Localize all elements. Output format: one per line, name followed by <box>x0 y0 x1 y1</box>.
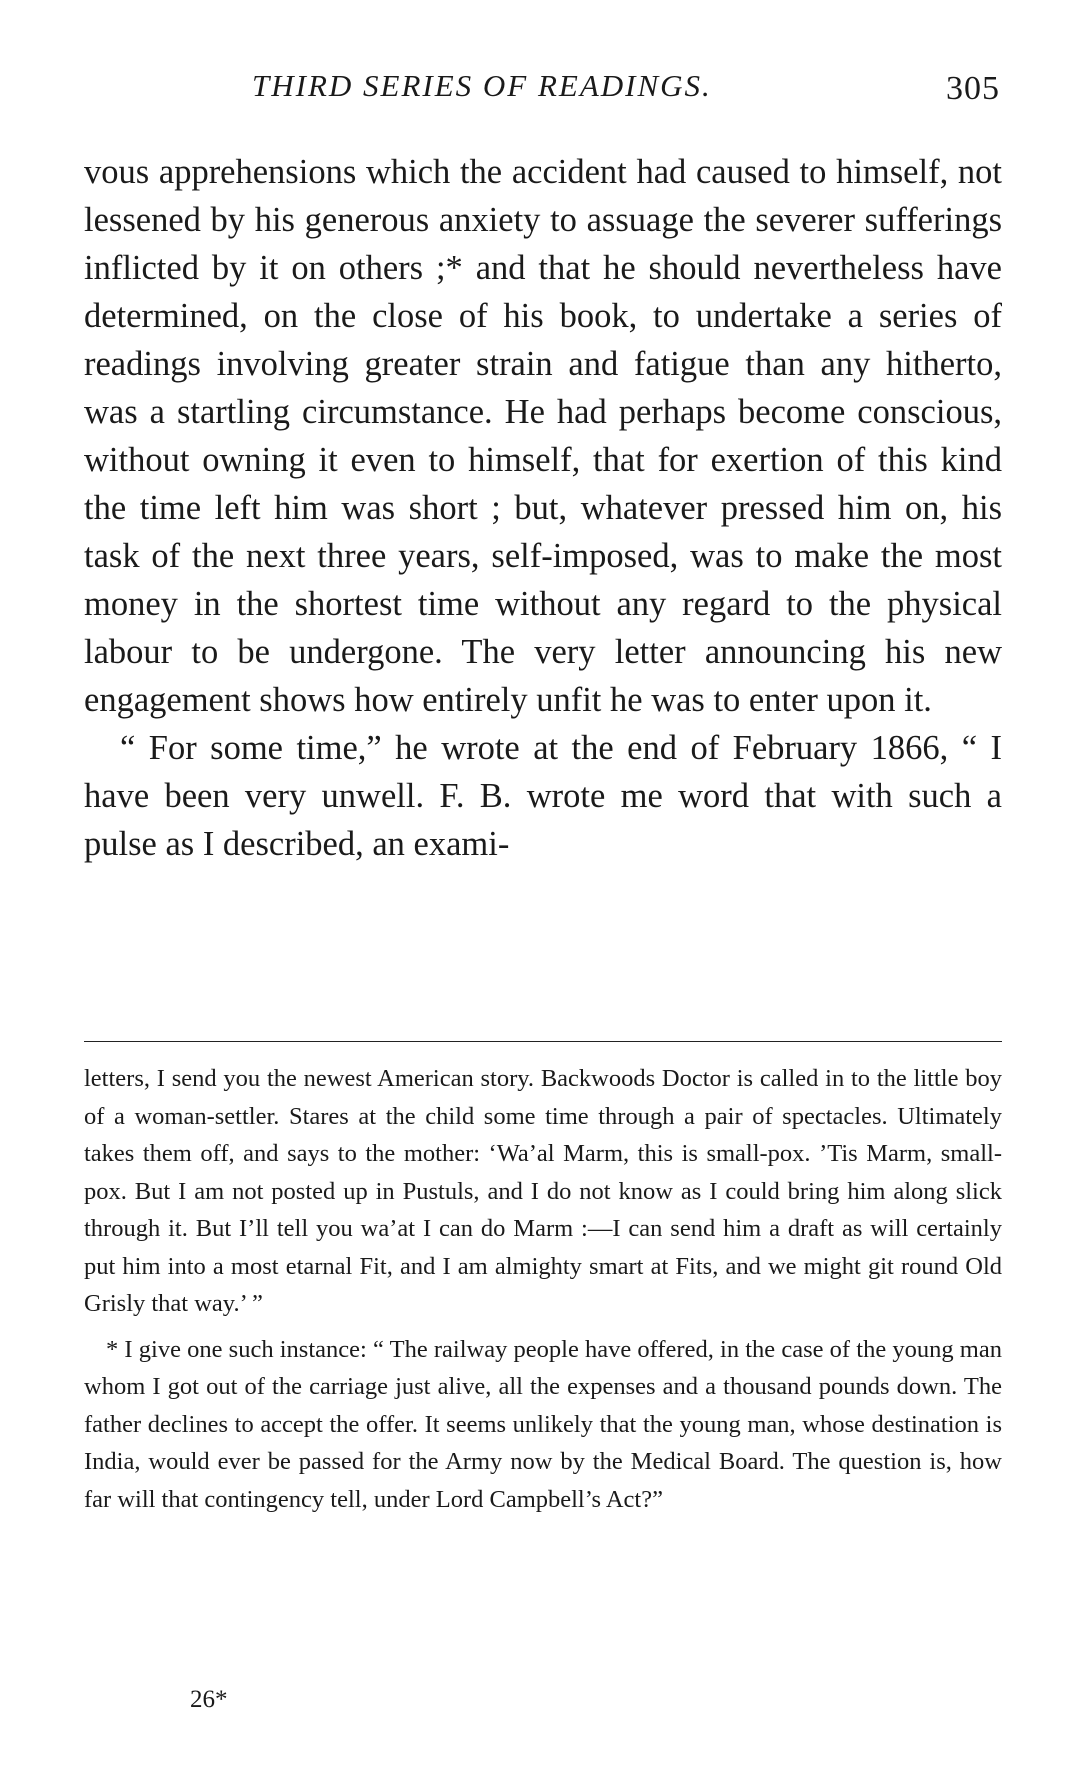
footnote: * I give one such instance: “ The railway people have offered, in the case of the young man whom I got out of the carriage just alive, all the expenses and a thousand pounds down. The father declines to accept the offer. It seems unlikely that the young man, whose destination is India, would ever be passed for the Army now by the Medical Board. The question is, how far will that contingency tell, under Lord Campbell’s Act?” <box>84 1335 1002 1513</box>
running-head: THIRD SERIES OF READINGS. <box>252 68 712 103</box>
page-number: 305 <box>946 70 1000 107</box>
page-header <box>84 62 1010 112</box>
footnote: letters, I send you the newest American story. Backwoods Doctor is called in to the little boy of a woman-settler. Stares at the child some time through a pair of spectacles. Ultimately takes them off, and says to the mother: ‘Wa’al Marm, this is small-pox. ’Tis Marm, small-pox. But I am not posted up in Pustuls, and I do not know as I could bring him along slick through it. But I’ll tell you wa’at I can do Marm :—I can send him a draft as will certainly put him into a most etarnal Fit, and I am almighty smart at Fits, and we might git round Old Grisly that way.’ ” <box>84 1065 1002 1317</box>
paragraph: vous apprehensions which the accident had caused to himself, not lessened by his generous anxiety to assuage the severer sufferings inflicted by it on others ;* and that he should nevertheless have determined, on the close of his book, to undertake a series of readings involving greater strain and fatigue than any hitherto, was a startling circumstance. He had perhaps become conscious, without owning it even to himself, that for exertion of this kind the time left him was short ; but, whatever pressed him on, his task of the next three years, self-imposed, was to make the most money in the shortest time without any regard to the physical labour to be undergone. The very letter announcing his new engagement shows how entirely unfit he was to enter upon it. <box>84 153 1002 719</box>
signature-mark: 26* <box>190 1686 228 1713</box>
footnote-divider <box>84 1041 1002 1042</box>
main-text <box>84 148 1002 868</box>
paragraph: “ For some time,” he wrote at the end of February 1866, “ I have been very unwell. F. B. wrote me word that with such a pulse as I described, an exami- <box>84 729 1002 863</box>
footnotes <box>84 1060 1002 1518</box>
